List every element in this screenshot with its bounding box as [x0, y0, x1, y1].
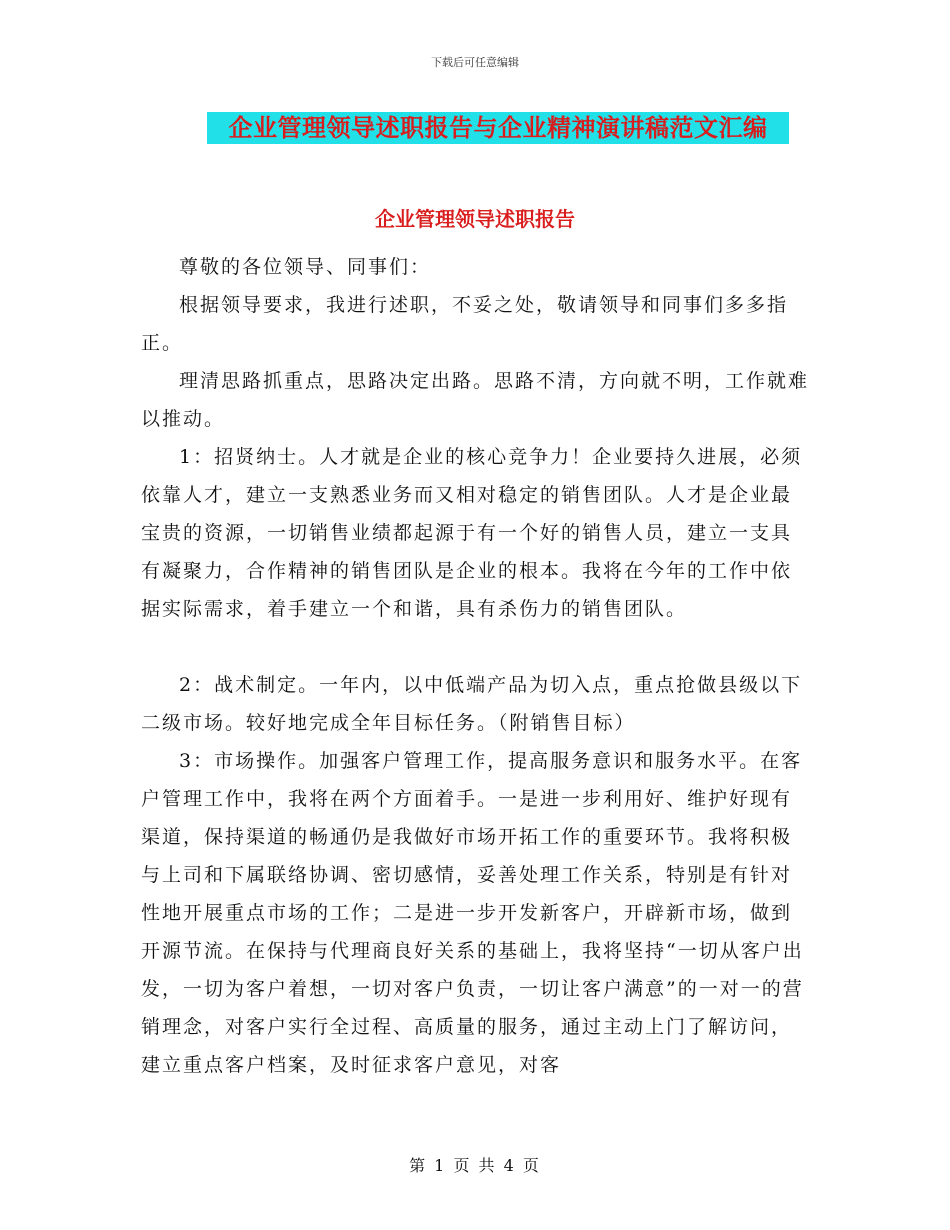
- paragraph-thinking: 理清思路抓重点，思路决定出路。思路不清，方向就不明，工作就难以推动。: [141, 370, 810, 430]
- document-title: 企业管理领导述职报告与企业精神演讲稿范文汇编: [207, 112, 789, 144]
- paragraph-point-2: 2：战术制定。一年内，以中低端产品为切入点，重点抢做县级以下二级市场。较好地完成全年目标任务。（附销售目标）: [141, 674, 803, 734]
- section-title: 企业管理领导述职报告: [375, 207, 575, 231]
- paragraph-salutation: 尊敬的各位领导、同事们：: [179, 256, 432, 278]
- page-header-note: 下载后可任意编辑: [431, 56, 519, 69]
- paragraph-intro: 根据领导要求，我进行述职，不妥之处，敬请领导和同事们多多指正。: [141, 294, 789, 354]
- paragraph-point-3: 3：市场操作。加强客户管理工作，提高服务意识和服务水平。在客户管理工作中，我将在两个方面着手。一是进一步利用好、维护好现有渠道，保持渠道的畅通仍是我做好市场开拓工作的重要环节。我将积极与上司和下属联络协调、密切感情，妥善处理工作关系，特别是有针对性地开展重点市场的工作；二是进一步开发新客户，开辟新市场，做到开源节流。在保持与代理商良好关系的基础上，我将坚持“一切从客户出发，一切为客户着想，一切对客户负责，一切让客户满意”的一对一的营销理念，对客户实行全过程、高质量的服务，通过主动上门了解访问，建立重点客户档案，及时征求客户意见，对客: [141, 750, 804, 1076]
- page-number-footer: 第 1 页 共 4 页: [409, 1156, 541, 1175]
- document-body: [141, 248, 811, 1084]
- paragraph-point-1: 1：招贤纳士。人才就是企业的核心竞争力！企业要持久进展，必须依靠人才，建立一支熟悉业务而又相对稳定的销售团队。人才是企业最宝贵的资源，一切销售业绩都起源于有一个好的销售人员，建立一支具有凝聚力，合作精神的销售团队是企业的根本。我将在今年的工作中依据实际需求，着手建立一个和谐，具有杀伤力的销售团队。: [141, 446, 803, 620]
